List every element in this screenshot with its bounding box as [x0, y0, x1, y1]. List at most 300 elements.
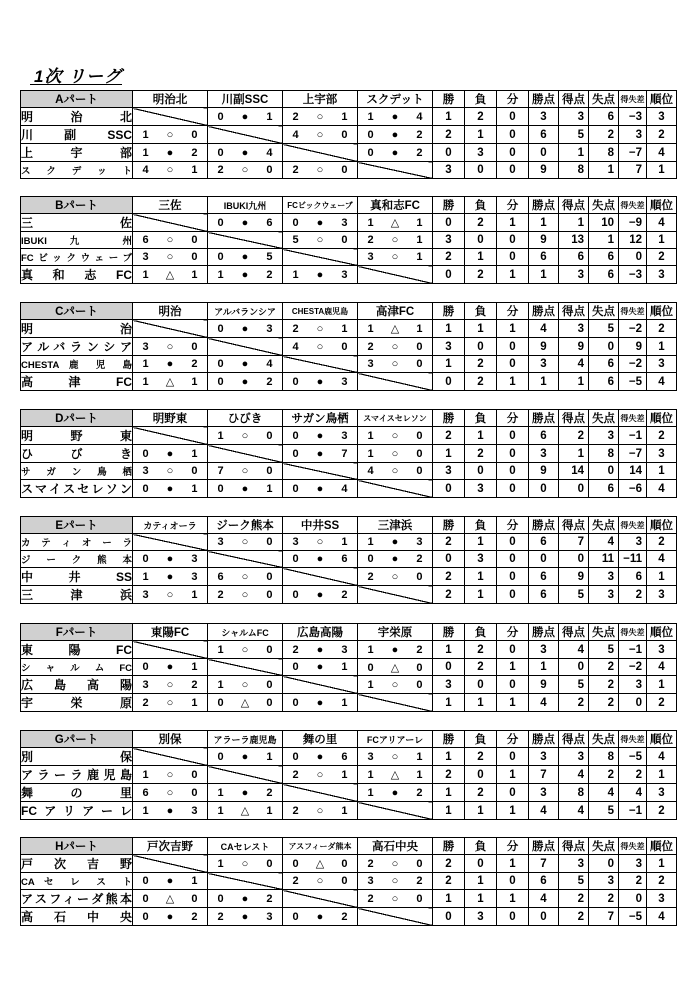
stat-header-rank: 順位 — [647, 838, 677, 855]
stat-value: 0 — [433, 144, 465, 162]
stat-value: 6 — [529, 568, 559, 586]
team-row — [21, 694, 677, 712]
score: 1 — [191, 376, 198, 388]
stat-value: 5 — [559, 126, 589, 144]
stat-value: 5 — [559, 586, 589, 604]
score: 1 — [142, 768, 149, 781]
self-match-cell — [133, 214, 208, 232]
score: 1 — [217, 805, 224, 817]
score: 1 — [142, 128, 149, 141]
stat-header-gd: 得失差 — [619, 410, 647, 427]
stat-header-gd: 得失差 — [619, 91, 647, 108]
team-row — [21, 162, 677, 179]
score: 2 — [191, 358, 198, 370]
stat-value: 0 — [497, 232, 529, 249]
result-symbol: △ — [390, 323, 400, 335]
score: 1 — [191, 447, 198, 460]
team-row — [21, 108, 677, 126]
stat-value: 2 — [433, 568, 465, 586]
score: 1 — [341, 322, 348, 335]
score: 1 — [416, 217, 423, 229]
stat-value: −2 — [619, 659, 647, 676]
rank-value: 2 — [647, 802, 677, 820]
team-name: 宇 栄 原 — [21, 694, 133, 712]
score: 2 — [416, 875, 423, 887]
stat-value: 3 — [589, 586, 619, 604]
self-match-cell — [133, 427, 208, 445]
stat-value: 6 — [529, 534, 559, 551]
match-result — [133, 694, 208, 712]
stat-header-draw: 分 — [497, 303, 529, 320]
stat-value: 1 — [497, 890, 529, 908]
score: 0 — [292, 750, 299, 763]
result-symbol: ● — [166, 146, 174, 159]
stat-value: 1 — [465, 586, 497, 604]
opponent-header: 明治 — [133, 303, 208, 320]
result-symbol: ● — [241, 146, 249, 159]
stat-value: 1 — [465, 249, 497, 266]
stat-header-draw: 分 — [497, 91, 529, 108]
result-symbol: ○ — [166, 164, 174, 176]
self-match-cell — [208, 338, 283, 356]
opponent-header: FCアリアーレ — [358, 731, 433, 748]
match-result — [133, 659, 208, 676]
stat-header-draw: 分 — [497, 838, 529, 855]
opponent-header: ひびき — [208, 410, 283, 427]
opponent-header: シャルムFC — [208, 624, 283, 641]
stat-value: 3 — [465, 480, 497, 498]
result-symbol: ● — [241, 251, 249, 263]
match-result — [208, 214, 283, 232]
team-name: 中 井 SS — [21, 568, 133, 586]
score: 0 — [142, 482, 149, 495]
score: 1 — [142, 269, 149, 281]
score: 2 — [217, 588, 224, 601]
stat-value: 10 — [589, 214, 619, 232]
score: 1 — [367, 323, 374, 335]
rank-value: 4 — [647, 551, 677, 568]
stat-header-gd: 得失差 — [619, 197, 647, 214]
part-table — [20, 623, 677, 712]
score: 5 — [266, 251, 273, 263]
score: 1 — [191, 588, 198, 601]
team-row — [21, 568, 677, 586]
result-symbol: ○ — [316, 234, 324, 246]
rank-value: 3 — [647, 586, 677, 604]
self-match-cell — [208, 232, 283, 249]
stat-value: −6 — [619, 480, 647, 498]
stat-value: 5 — [589, 641, 619, 659]
stat-value: 0 — [465, 676, 497, 694]
match-result — [208, 676, 283, 694]
result-symbol: ● — [391, 128, 399, 141]
part-table — [20, 516, 677, 604]
result-symbol: ● — [391, 553, 399, 565]
score: 1 — [266, 805, 273, 817]
stat-value: 1 — [433, 641, 465, 659]
score: 0 — [191, 465, 198, 477]
score: 3 — [266, 322, 273, 335]
score: 1 — [217, 678, 224, 691]
score: 6 — [142, 786, 149, 799]
score: 1 — [367, 678, 374, 691]
score: 0 — [142, 553, 149, 565]
stat-value: 2 — [589, 126, 619, 144]
part-table — [20, 837, 677, 926]
stat-value: −5 — [619, 908, 647, 926]
stat-value: 3 — [619, 126, 647, 144]
team-row — [21, 249, 677, 266]
opponent-header: ジーク熊本 — [208, 517, 283, 534]
score: 3 — [292, 536, 299, 548]
stat-header-ga: 失点 — [589, 838, 619, 855]
score: 0 — [292, 858, 299, 870]
score: 2 — [416, 553, 423, 565]
score: 2 — [416, 643, 423, 656]
score: 0 — [142, 893, 149, 905]
stat-value: 4 — [559, 356, 589, 373]
part-header-row — [21, 303, 677, 320]
rank-value: 2 — [647, 249, 677, 266]
result-symbol: ○ — [391, 678, 399, 691]
team-row — [21, 890, 677, 908]
score: 0 — [142, 447, 149, 460]
match-result — [358, 463, 433, 480]
match-result — [358, 214, 433, 232]
score: 0 — [217, 110, 224, 123]
stat-value: 0 — [497, 463, 529, 480]
stat-header-loss: 負 — [465, 731, 497, 748]
stat-value: 4 — [559, 641, 589, 659]
stat-value: 3 — [433, 232, 465, 249]
self-match-cell — [358, 373, 433, 391]
stat-value: 11 — [589, 551, 619, 568]
result-symbol: ○ — [166, 678, 174, 691]
stat-value: 6 — [589, 480, 619, 498]
score: 2 — [266, 786, 273, 799]
score: 1 — [341, 536, 348, 548]
score: 0 — [292, 588, 299, 601]
match-result — [208, 802, 283, 820]
part-table — [20, 730, 677, 820]
rank-value: 4 — [647, 373, 677, 391]
match-result — [133, 373, 208, 391]
score: 1 — [217, 786, 224, 799]
score: 0 — [266, 857, 273, 870]
score: 3 — [341, 643, 348, 656]
stat-header-points: 勝点 — [529, 731, 559, 748]
result-symbol: ● — [166, 804, 174, 817]
stat-value: 1 — [497, 659, 529, 676]
part-header-row — [21, 731, 677, 748]
stat-value: 4 — [619, 784, 647, 802]
match-result — [358, 445, 433, 463]
match-result — [208, 586, 283, 604]
score: 0 — [217, 375, 224, 388]
result-symbol: ○ — [391, 465, 399, 477]
score: 1 — [266, 750, 273, 763]
stat-header-loss: 負 — [465, 91, 497, 108]
score: 0 — [191, 768, 198, 781]
match-result — [283, 855, 358, 873]
score: 4 — [292, 128, 299, 141]
score: 3 — [191, 570, 198, 583]
match-result — [133, 356, 208, 373]
match-result — [283, 534, 358, 551]
stat-header-rank: 順位 — [647, 410, 677, 427]
match-result — [208, 748, 283, 766]
stat-header-points: 勝点 — [529, 197, 559, 214]
stat-header-gf: 得点 — [559, 303, 589, 320]
stat-header-win: 勝 — [433, 624, 465, 641]
result-symbol: ○ — [391, 892, 399, 905]
result-symbol: ○ — [391, 251, 399, 263]
self-match-cell — [133, 534, 208, 551]
opponent-header: 明治北 — [133, 91, 208, 108]
stat-value: 0 — [465, 338, 497, 356]
stat-value: 0 — [497, 586, 529, 604]
match-result — [133, 162, 208, 179]
stat-value: 4 — [559, 766, 589, 784]
stat-value: 9 — [529, 463, 559, 480]
self-match-cell — [208, 126, 283, 144]
stat-header-rank: 順位 — [647, 731, 677, 748]
team-row — [21, 908, 677, 926]
stat-value: 1 — [433, 320, 465, 338]
result-symbol: ○ — [166, 234, 174, 246]
score: 0 — [341, 234, 348, 246]
result-symbol: ● — [241, 910, 249, 923]
stat-value: 0 — [465, 855, 497, 873]
result-symbol: ● — [241, 786, 249, 799]
score: 3 — [367, 875, 374, 887]
score: 2 — [367, 857, 374, 870]
stat-header-loss: 負 — [465, 303, 497, 320]
score: 1 — [142, 570, 149, 583]
stat-value: 7 — [589, 908, 619, 926]
stat-value: 2 — [559, 908, 589, 926]
stat-header-gf: 得点 — [559, 197, 589, 214]
score: 0 — [191, 893, 198, 905]
stat-header-rank: 順位 — [647, 624, 677, 641]
result-symbol: ● — [316, 696, 324, 709]
result-symbol: ○ — [391, 857, 399, 870]
score: 1 — [416, 769, 423, 781]
rank-value: 4 — [647, 659, 677, 676]
score: 7 — [341, 447, 348, 460]
score: 0 — [367, 146, 374, 159]
match-result — [133, 784, 208, 802]
score: 3 — [341, 268, 348, 281]
stat-value: 3 — [529, 748, 559, 766]
stat-value: 2 — [433, 249, 465, 266]
result-symbol: ● — [316, 216, 324, 229]
stat-value: 9 — [559, 568, 589, 586]
score: 0 — [292, 375, 299, 388]
match-result — [208, 534, 283, 551]
score: 1 — [217, 857, 224, 870]
result-symbol: ● — [166, 910, 174, 923]
stat-header-loss: 負 — [465, 410, 497, 427]
stat-header-gd: 得失差 — [619, 838, 647, 855]
stat-header-win: 勝 — [433, 197, 465, 214]
opponent-header: 上宇部 — [283, 91, 358, 108]
opponent-header: FCビックウェーブ — [283, 197, 358, 214]
team-row — [21, 676, 677, 694]
score: 1 — [367, 769, 374, 781]
score: 0 — [217, 482, 224, 495]
stat-value: 2 — [589, 694, 619, 712]
team-row — [21, 214, 677, 232]
stat-header-win: 勝 — [433, 303, 465, 320]
rank-value: 3 — [647, 641, 677, 659]
match-result — [358, 873, 433, 890]
stat-value: 2 — [465, 108, 497, 126]
score: 3 — [217, 536, 224, 548]
stat-value: 0 — [465, 232, 497, 249]
page-title: 1次 リーグ — [34, 67, 123, 86]
stat-value: 1 — [465, 568, 497, 586]
match-result — [283, 445, 358, 463]
stat-value: 0 — [497, 445, 529, 463]
stat-value: −9 — [619, 214, 647, 232]
match-result — [283, 586, 358, 604]
self-match-cell — [283, 568, 358, 586]
score: 2 — [292, 643, 299, 656]
stat-value: 1 — [529, 659, 559, 676]
self-match-cell — [133, 855, 208, 873]
stat-value: −1 — [619, 641, 647, 659]
result-symbol: ○ — [241, 857, 249, 870]
match-result — [133, 586, 208, 604]
part-header-row — [21, 838, 677, 855]
match-result — [283, 320, 358, 338]
stat-value: 1 — [559, 373, 589, 391]
result-symbol: ○ — [316, 804, 324, 817]
stat-value: 2 — [433, 586, 465, 604]
match-result — [133, 144, 208, 162]
score: 1 — [217, 643, 224, 656]
score: 1 — [191, 482, 198, 495]
match-result — [133, 873, 208, 890]
score: 1 — [367, 786, 374, 799]
score: 1 — [367, 447, 374, 460]
stat-value: 2 — [589, 766, 619, 784]
result-symbol: ● — [316, 553, 324, 565]
opponent-header: CAセレスト — [208, 838, 283, 855]
stat-value: 0 — [497, 427, 529, 445]
match-result — [208, 463, 283, 480]
stat-value: 1 — [465, 694, 497, 712]
stat-header-points: 勝点 — [529, 303, 559, 320]
stat-value: 2 — [465, 445, 497, 463]
stat-value: 7 — [619, 162, 647, 179]
stat-header-rank: 順位 — [647, 303, 677, 320]
result-symbol: ● — [316, 429, 324, 442]
stat-header-points: 勝点 — [529, 517, 559, 534]
stat-value: 3 — [433, 162, 465, 179]
stat-value: 3 — [433, 463, 465, 480]
rank-value: 3 — [647, 108, 677, 126]
team-name: 明 野 東 — [21, 427, 133, 445]
result-symbol: ● — [166, 358, 174, 370]
score: 1 — [416, 750, 423, 763]
stat-value: 0 — [589, 463, 619, 480]
score: 4 — [341, 482, 348, 495]
stat-value: 1 — [497, 766, 529, 784]
score: 1 — [416, 323, 423, 335]
stat-value: 2 — [465, 266, 497, 284]
score: 0 — [191, 786, 198, 799]
score: 1 — [142, 376, 149, 388]
result-symbol: ○ — [316, 768, 324, 781]
match-result — [133, 676, 208, 694]
stat-header-gf: 得点 — [559, 91, 589, 108]
stat-header-ga: 失点 — [589, 197, 619, 214]
opponent-header: スクデット — [358, 91, 433, 108]
rank-value: 3 — [647, 445, 677, 463]
result-symbol: ○ — [241, 465, 249, 477]
match-result — [358, 144, 433, 162]
stat-value: 3 — [529, 445, 559, 463]
self-match-cell — [358, 162, 433, 179]
team-name: FCビックウェーブ — [21, 249, 133, 266]
score: 0 — [416, 429, 423, 442]
result-symbol: △ — [165, 269, 175, 281]
self-match-cell — [283, 784, 358, 802]
score: 1 — [142, 146, 149, 159]
match-result — [283, 641, 358, 659]
rank-value: 2 — [647, 534, 677, 551]
match-result — [358, 890, 433, 908]
match-result — [208, 890, 283, 908]
score: 2 — [341, 910, 348, 923]
match-result — [358, 551, 433, 568]
stat-value: 6 — [589, 356, 619, 373]
stat-value: −5 — [619, 373, 647, 391]
opponent-header: サガン鳥栖 — [283, 410, 358, 427]
score: 3 — [341, 216, 348, 229]
part-table — [20, 90, 677, 179]
score: 1 — [367, 429, 374, 442]
score: 0 — [217, 892, 224, 905]
rank-value: 2 — [647, 427, 677, 445]
self-match-cell — [133, 108, 208, 126]
result-symbol: ● — [241, 482, 249, 495]
score: 4 — [142, 164, 149, 176]
score: 5 — [292, 234, 299, 246]
stat-value: 13 — [559, 232, 589, 249]
team-row — [21, 784, 677, 802]
team-name: 三 佐 — [21, 214, 133, 232]
self-match-cell — [283, 144, 358, 162]
score: 1 — [341, 804, 348, 817]
self-match-cell — [358, 266, 433, 284]
score: 3 — [142, 678, 149, 691]
team-row — [21, 659, 677, 676]
opponent-header: アスフィーダ熊本 — [283, 838, 358, 855]
stat-value: 1 — [465, 802, 497, 820]
self-match-cell — [283, 356, 358, 373]
self-match-cell — [358, 586, 433, 604]
match-result — [283, 908, 358, 926]
rank-value: 1 — [647, 338, 677, 356]
result-symbol: ○ — [316, 164, 324, 176]
match-result — [208, 266, 283, 284]
result-symbol: ○ — [166, 340, 174, 353]
match-result — [358, 356, 433, 373]
team-name: FCアリアーレ — [21, 802, 133, 820]
